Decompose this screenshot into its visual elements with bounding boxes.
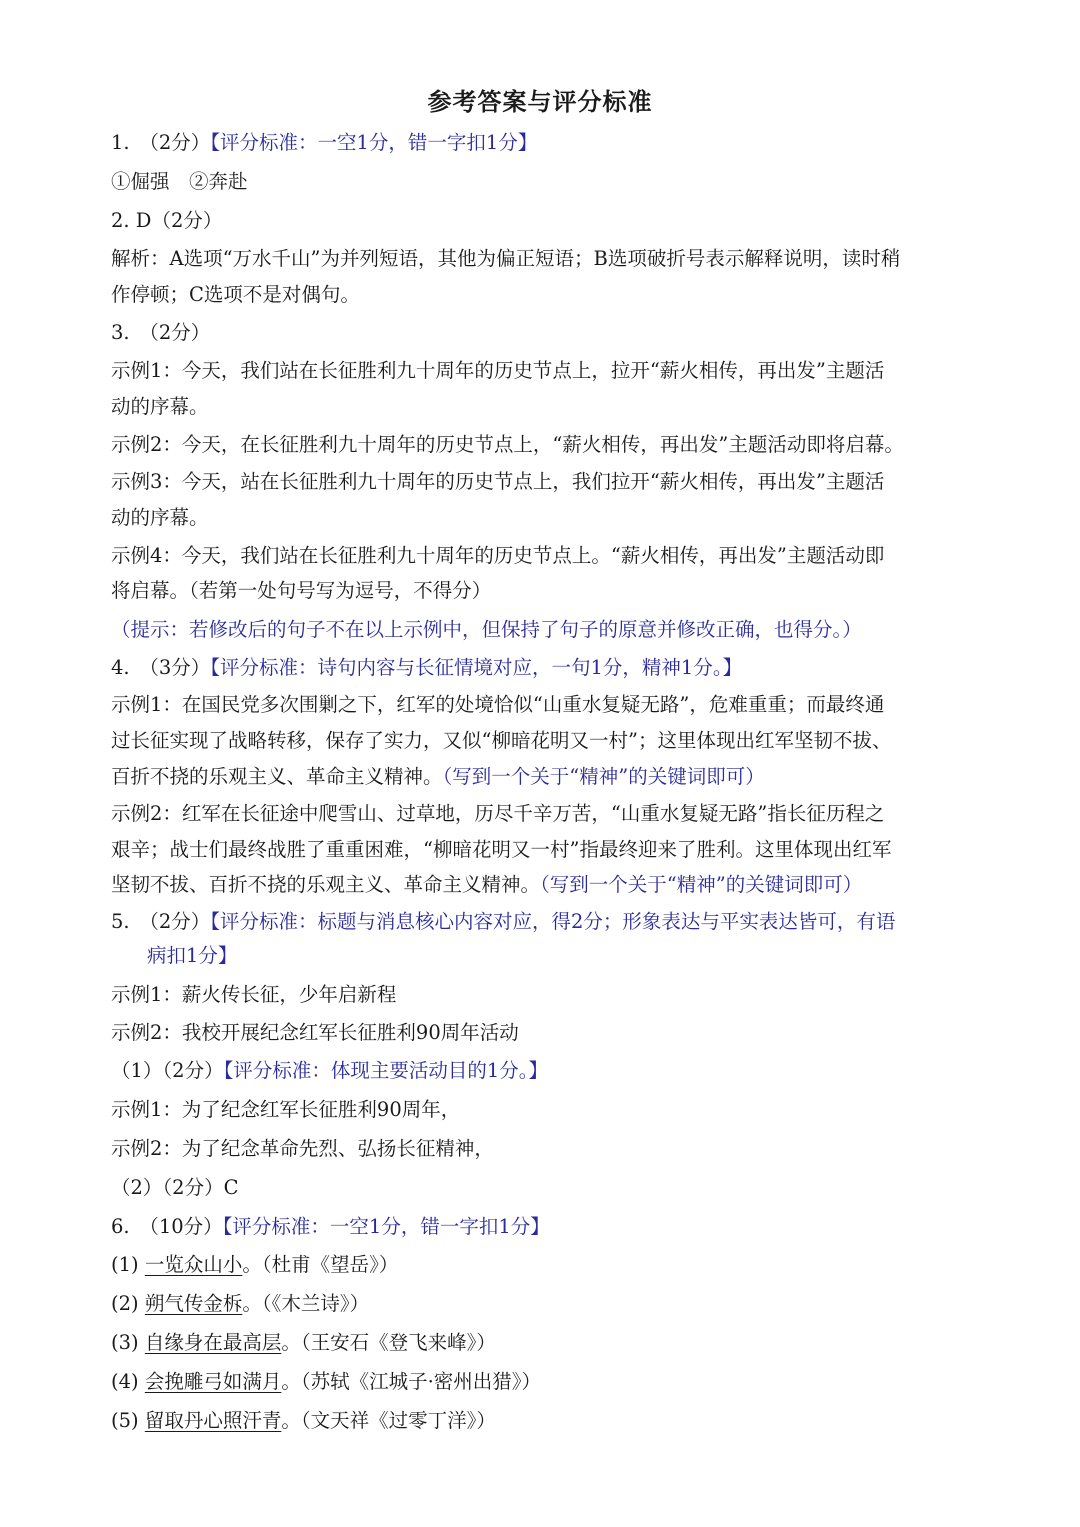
q5-sub1-example1: 示例1：为了纪念红军长征胜利90周年， — [111, 1098, 461, 1121]
q5-example1: 示例1：薪火传长征，少年启新程 — [111, 983, 397, 1006]
q6-item-answer: 朔气传金柝 — [144, 1292, 243, 1315]
page-title: 参考答案与评分标准 — [427, 87, 653, 116]
q6-item-source: 。（杜甫《望岳》） — [242, 1253, 399, 1276]
q5-header — [111, 909, 895, 935]
q6-criteria: 【评分标准：一空1分，错一字扣1分】 — [222, 1215, 550, 1238]
q6-item-answer: 会挽雕弓如满月 — [144, 1370, 282, 1393]
q3-example1-line1: 示例1：今天，我们站在长征胜利九十周年的历史节点上，拉开“薪火相传，再出发”主题活 — [111, 359, 885, 382]
q6-item — [111, 1408, 496, 1434]
q4-example2-note: （写到一个关于“精神”的关键词即可） — [540, 873, 863, 896]
q6-item-number: (5) — [111, 1409, 145, 1432]
q6-item-answer: 留取丹心照汗青 — [144, 1409, 282, 1432]
q6-item-source: 。（文天祥《过零丁洋》） — [281, 1409, 496, 1432]
q3-header: 3. （2分） — [111, 321, 211, 344]
q5-sub1-number: （1）（2分） — [111, 1059, 224, 1082]
q1-answer: ①倔强 ②奔赴 — [111, 170, 248, 193]
q6-item — [111, 1252, 398, 1278]
q2-header: 2. D（2分） — [111, 209, 223, 232]
q5-number: 5. （2分） — [111, 910, 211, 933]
q1-number: 1. （2分） — [111, 131, 211, 154]
q1-criteria: 【评分标准：一空1分，错一字扣1分】 — [210, 131, 538, 154]
q5-criteria-line2: 病扣1分】 — [147, 944, 238, 967]
q6-item — [111, 1291, 369, 1317]
q5-sub2: （2）（2分）C — [111, 1176, 239, 1199]
q4-example1-text: 百折不挠的乐观主义、革命主义精神。 — [111, 765, 443, 788]
q6-item-source: 。（王安石《登飞来峰》） — [281, 1331, 496, 1354]
q3-example4-line1: 示例4：今天，我们站在长征胜利九十周年的历史节点上。“薪火相传，再出发”主题活动即 — [111, 544, 885, 567]
q5-sub1-example2: 示例2：为了纪念革命先烈、弘扬长征精神， — [111, 1137, 494, 1160]
q2-analysis-line2: 作停顿；C选项不是对偶句。 — [111, 283, 360, 306]
q6-item-number: (2) — [111, 1292, 145, 1315]
q6-item-answer: 一览众山小 — [144, 1253, 243, 1276]
q6-item-source: 。（苏轼《江城子·密州出猎》） — [281, 1370, 542, 1393]
q3-example3-line1: 示例3：今天，站在长征胜利九十周年的历史节点上，我们拉开“薪火相传，再出发”主题活 — [111, 470, 885, 493]
q3-example4-line2: 将启幕。（若第一处句号写为逗号，不得分） — [111, 579, 492, 602]
q5-criteria-line1: 【评分标准：标题与消息核心内容对应，得2分；形象表达与平实表达皆可，有语 — [210, 910, 896, 933]
q4-example1-line3 — [111, 764, 765, 790]
q6-number: 6. （10分） — [111, 1215, 223, 1238]
q6-item-source: 。（《木兰诗》） — [242, 1292, 370, 1315]
q6-item — [111, 1369, 541, 1395]
q4-example2-text: 坚韧不拔、百折不挠的乐观主义、革命主义精神。 — [111, 873, 541, 896]
q4-example2-line3 — [111, 872, 862, 898]
q6-item-answer: 自缘身在最高层 — [144, 1331, 282, 1354]
q4-criteria: 【评分标准：诗句内容与长征情境对应，一句1分，精神1分。】 — [210, 656, 743, 679]
q4-example2-line2: 艰辛；战士们最终战胜了重重困难，“柳暗花明又一村”指最终迎来了胜利。这里体现出红军 — [111, 838, 892, 861]
q3-example1-line2: 动的序幕。 — [111, 395, 209, 418]
q2-analysis-line1: 解析：A选项“万水千山”为并列短语，其他为偏正短语；B选项破折号表示解释说明，读时稍 — [111, 247, 901, 270]
q4-example1-note: （写到一个关于“精神”的关键词即可） — [442, 765, 765, 788]
q5-example2: 示例2：我校开展纪念红军长征胜利90周年活动 — [111, 1021, 519, 1044]
q4-number: 4. （3分） — [111, 656, 211, 679]
q5-sub1-criteria: 【评分标准：体现主要活动目的1分。】 — [223, 1059, 548, 1082]
q6-header — [111, 1214, 550, 1240]
q6-item — [111, 1330, 496, 1356]
q4-example1-line2: 过长征实现了战略转移，保存了实力，又似“柳暗花明又一村”；这里体现出红军坚韧不拔、 — [111, 729, 892, 752]
q3-example3-line2: 动的序幕。 — [111, 506, 209, 529]
q3-hint: （提示：若修改后的句子不在以上示例中，但保持了句子的原意并修改正确，也得分。） — [111, 618, 862, 641]
q3-example2: 示例2：今天，在长征胜利九十周年的历史节点上，“薪火相传，再出发”主题活动即将启幕。 — [111, 433, 904, 456]
q6-item-number: (1) — [111, 1253, 145, 1276]
q5-sub1-header — [111, 1058, 548, 1084]
q6-item-number: (4) — [111, 1370, 145, 1393]
q4-header — [111, 655, 742, 681]
q6-item-number: (3) — [111, 1331, 145, 1354]
q4-example1-line1: 示例1：在国民党多次围剿之下，红军的处境恰似“山重水复疑无路”，危难重重；而最终通 — [111, 693, 885, 716]
q4-example2-line1: 示例2：红军在长征途中爬雪山、过草地，历尽千辛万苦，“山重水复疑无路”指长征历程之 — [111, 802, 885, 825]
q1-header — [111, 130, 537, 156]
